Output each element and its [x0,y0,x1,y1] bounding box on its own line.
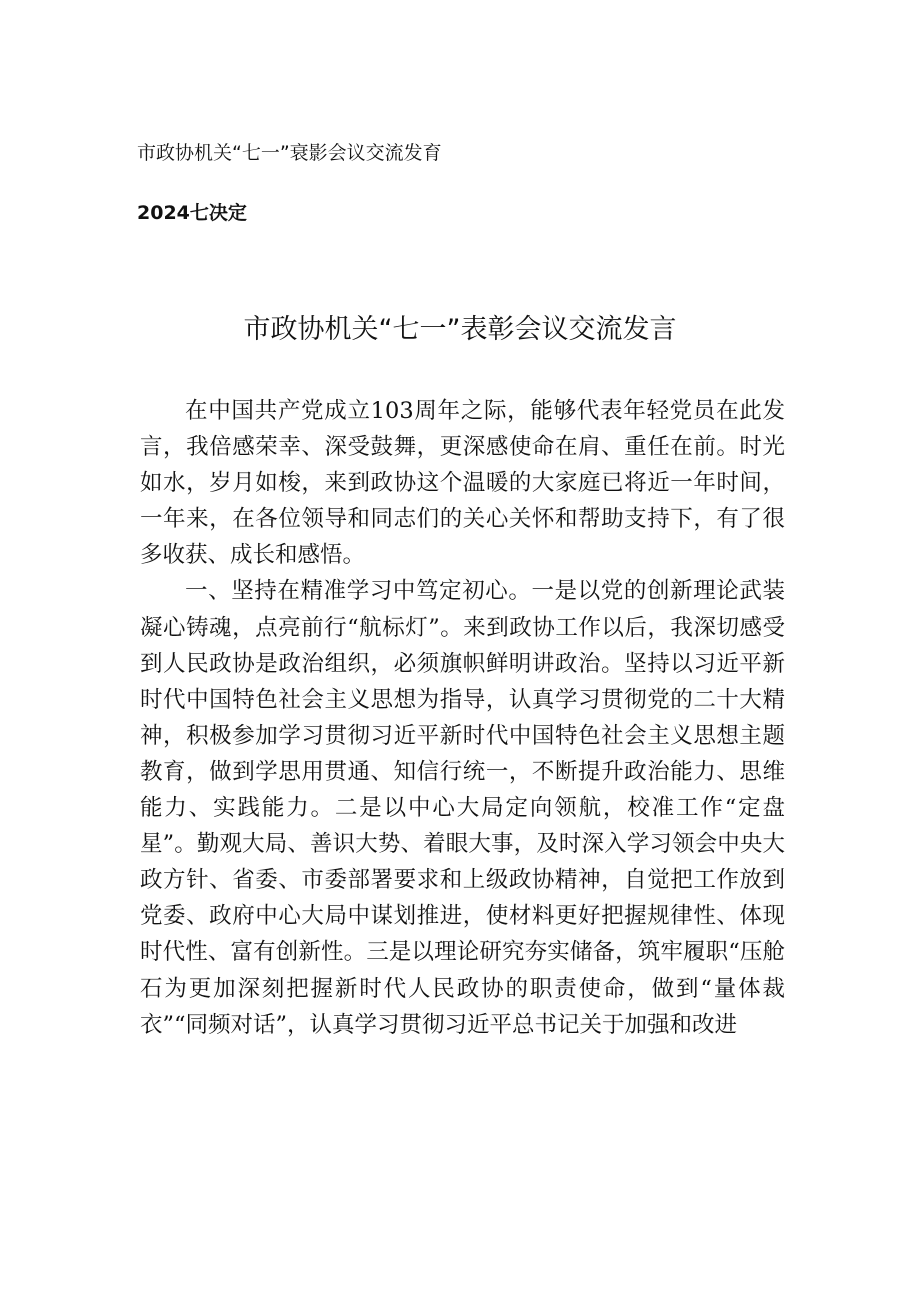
paragraph-section-1: 一、坚持在精准学习中笃定初心。一是以党的创新理论武装凝心铸魂，点亮前行“航标灯”。来到政协工作以后，我深切感受到人民政协是政治组织，必须旗帜鲜明讲政治。坚持以习近平新时代中国特色社会主义思想为指导，认真学习贯彻党的二十大精神，积极参加学习贯彻习近平新时代中国特色社会主义思想主题教育，做到学思用贯通、知信行统一，不断提升政治能力、思维能力、实践能力。二是以中心大局定向领航，校准工作“定盘星”。勤观大局、善识大势、着眼大事，及时深入学习领会中央大政方针、省委、市委部署要求和上级政协精神，自觉把工作放到党委、政府中心大局中谋划推进，使材料更好把握规律性、体现时代性、富有创新性。三是以理论研究夯实储备，筑牢履职“压舱石为更加深刻把握新时代人民政协的职责使命，做到“量体裁衣”“同频对话”，认真学习贯彻习近平总书记关于加强和改进 [140,578,785,1038]
header-title: 市政协机关“七一”衰影会议交流发育 [137,142,442,164]
header-date: 2024七决定 [137,202,247,224]
document-title: 市政协机关“七一”表彰会议交流发言 [243,314,677,345]
paragraph-intro: 在中国共产党成立103周年之际，能够代表年轻党员在此发言，我倍感荣幸、深受鼓舞，更深感使命在肩、重任在前。时光如水，岁月如梭，来到政协这个温暖的大家庭已将近一年时间，一年来，在各位领导和同志们的关心关怀和帮助支持下，有了很多收获、成长和感悟。 [140,398,785,569]
document-body [140,393,785,1043]
